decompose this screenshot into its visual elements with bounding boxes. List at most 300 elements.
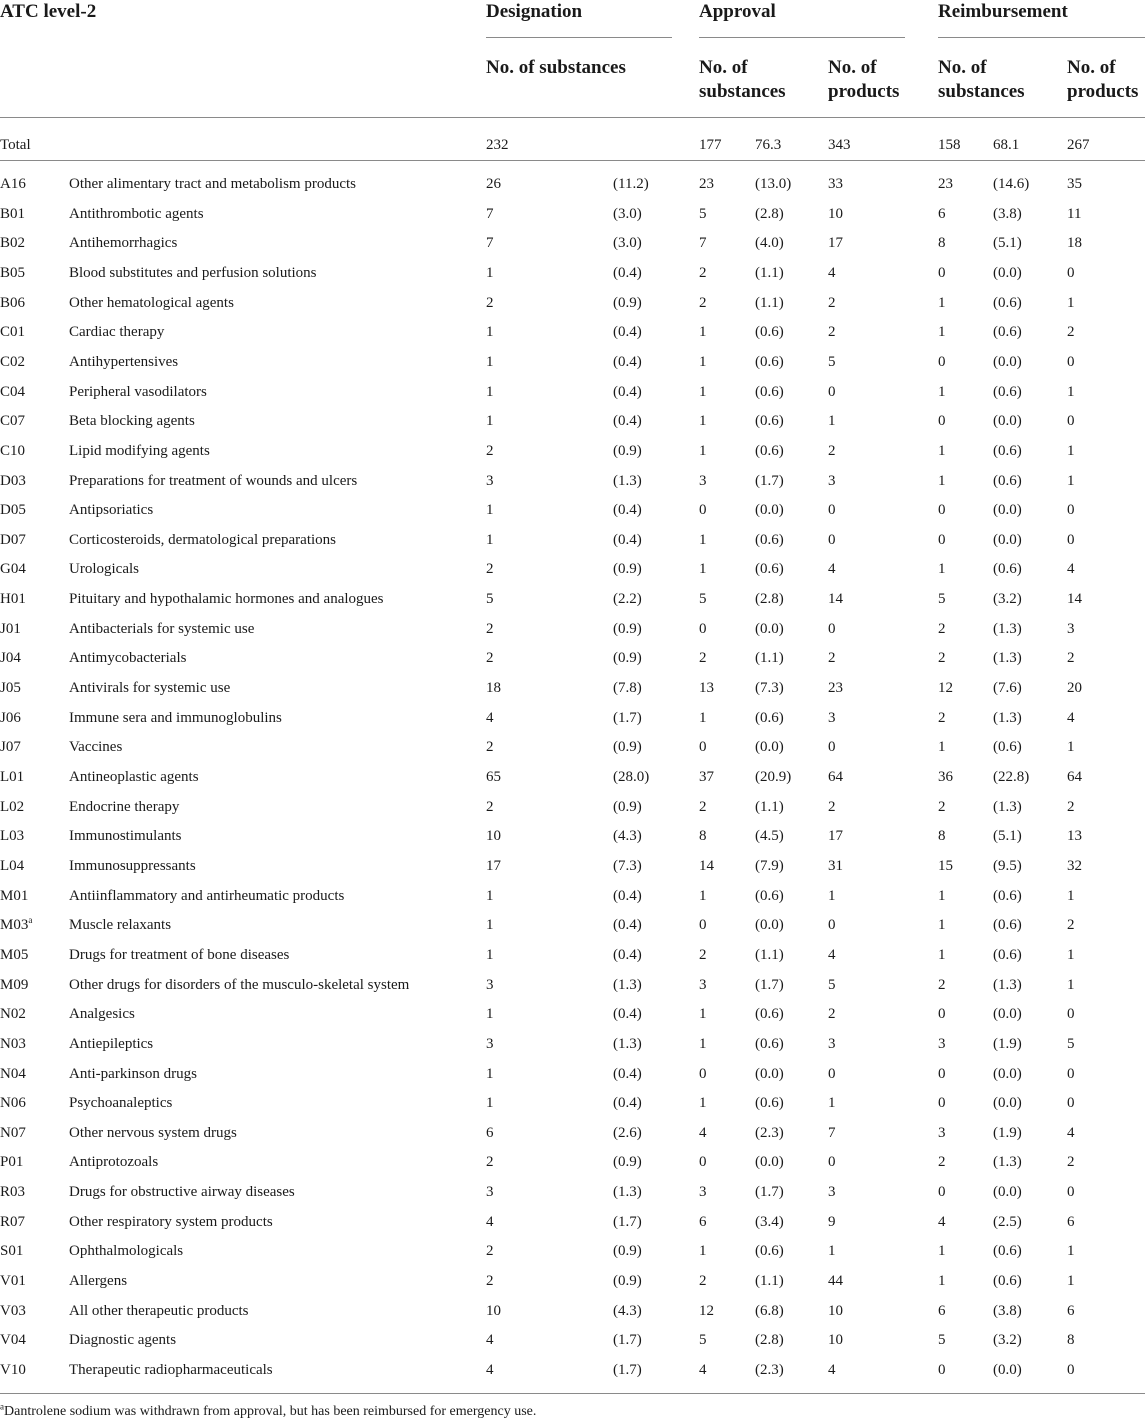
cell-approval-percent: (7.3): [755, 680, 784, 696]
cell-atc-description: Immunosuppressants: [69, 858, 196, 874]
cell-approval-products: 0: [828, 1066, 836, 1082]
cell-approval-percent: (20.9): [755, 769, 792, 785]
cell-atc-code: C07: [0, 413, 26, 429]
cell-designation-substances: 1: [486, 888, 494, 904]
cell-reimbursement-percent: (5.1): [993, 235, 1022, 251]
total-atc-code: Total: [0, 137, 31, 153]
cell-reimbursement-products: 3: [1067, 621, 1075, 637]
cell-approval-percent: (0.6): [755, 443, 784, 459]
cell-reimbursement-percent: (0.0): [993, 1362, 1022, 1378]
cell-atc-description: Other nervous system drugs: [69, 1125, 237, 1141]
cell-approval-percent: (4.0): [755, 235, 784, 251]
cell-reimbursement-products: 1: [1067, 473, 1075, 489]
cell-designation-substances: 4: [486, 1332, 494, 1348]
cell-approval-products: 0: [828, 532, 836, 548]
cell-reimbursement-products: 4: [1067, 1125, 1075, 1141]
cell-atc-code: N06: [0, 1095, 26, 1111]
cell-approval-products: 44: [828, 1273, 843, 1289]
cell-reimbursement-substances: 1: [938, 1273, 946, 1289]
cell-designation-substances: 1: [486, 413, 494, 429]
cell-reimbursement-products: 20: [1067, 680, 1082, 696]
cell-approval-substances: 37: [699, 769, 714, 785]
cell-reimbursement-percent: (0.6): [993, 473, 1022, 489]
cell-approval-percent: (0.6): [755, 532, 784, 548]
cell-reimbursement-substances: 3: [938, 1125, 946, 1141]
cell-reimbursement-percent: (0.6): [993, 561, 1022, 577]
cell-atc-code: V10: [0, 1362, 26, 1378]
cell-approval-products: 3: [828, 1036, 836, 1052]
cell-reimbursement-substances: 5: [938, 591, 946, 607]
cell-reimbursement-products: 0: [1067, 1066, 1075, 1082]
cell-atc-code: P01: [0, 1154, 24, 1170]
cell-approval-percent: (0.6): [755, 710, 784, 726]
cell-approval-percent: (1.7): [755, 977, 784, 993]
cell-designation-substances: 7: [486, 235, 494, 251]
cell-designation-substances: 3: [486, 1184, 494, 1200]
cell-reimbursement-percent: (0.6): [993, 917, 1022, 933]
cell-approval-substances: 7: [699, 235, 707, 251]
cell-atc-code: B05: [0, 265, 26, 281]
cell-designation-substances: 6: [486, 1125, 494, 1141]
cell-atc-description: Corticosteroids, dermatological preparations: [69, 532, 337, 548]
cell-atc-description: Antibacterials for systemic use: [69, 621, 255, 637]
cell-designation-percent: (1.3): [613, 1036, 642, 1052]
cell-atc-code: J04: [0, 650, 21, 666]
cell-designation-substances: 10: [486, 828, 501, 844]
cell-approval-percent: (0.0): [755, 621, 784, 637]
cell-designation-percent: (7.8): [613, 680, 642, 696]
cell-approval-percent: (0.0): [755, 1066, 784, 1082]
cell-approval-products: 2: [828, 1006, 836, 1022]
cell-designation-substances: 2: [486, 443, 494, 459]
cell-designation-percent: (0.4): [613, 1006, 642, 1022]
cell-approval-substances: 1: [699, 1095, 707, 1111]
cell-atc-description: Antihemorrhagics: [69, 235, 178, 251]
subheader-reimbursement-substances-line2: substances: [938, 81, 1025, 102]
subheader-reimbursement-products-line1: No. of: [1067, 57, 1116, 78]
cell-designation-percent: (0.9): [613, 621, 642, 637]
cell-designation-substances: 1: [486, 532, 494, 548]
cell-reimbursement-percent: (0.0): [993, 413, 1022, 429]
cell-atc-description: Therapeutic radiopharmaceuticals: [69, 1362, 273, 1378]
cell-approval-percent: (0.6): [755, 1095, 784, 1111]
cell-approval-percent: (0.6): [755, 1243, 784, 1259]
cell-approval-percent: (2.3): [755, 1362, 784, 1378]
cell-reimbursement-products: 2: [1067, 917, 1075, 933]
cell-reimbursement-substances: 0: [938, 354, 946, 370]
total-approval-substances: 177: [699, 137, 722, 153]
cell-reimbursement-substances: 0: [938, 1362, 946, 1378]
total-rule: [0, 160, 1145, 161]
cell-approval-substances: 1: [699, 888, 707, 904]
footnote-marker: a: [28, 915, 33, 925]
cell-atc-code: S01: [0, 1243, 24, 1259]
cell-approval-products: 5: [828, 354, 836, 370]
cell-reimbursement-substances: 4: [938, 1214, 946, 1230]
cell-approval-substances: 0: [699, 739, 707, 755]
cell-approval-substances: 2: [699, 799, 707, 815]
cell-approval-percent: (1.1): [755, 295, 784, 311]
total-approval-percent: 76.3: [755, 137, 782, 153]
cell-reimbursement-substances: 8: [938, 235, 946, 251]
cell-atc-description: Other hematological agents: [69, 295, 234, 311]
cell-designation-percent: (0.4): [613, 413, 642, 429]
cell-atc-code: L02: [0, 799, 25, 815]
cell-atc-description: Antimycobacterials: [69, 650, 187, 666]
cell-approval-products: 10: [828, 206, 843, 222]
cell-reimbursement-percent: (0.0): [993, 1006, 1022, 1022]
cell-reimbursement-percent: (1.3): [993, 710, 1022, 726]
cell-approval-substances: 2: [699, 650, 707, 666]
cell-atc-code: B02: [0, 235, 26, 251]
cell-reimbursement-substances: 1: [938, 739, 946, 755]
cell-atc-description: Allergens: [69, 1273, 128, 1289]
footnote-marker: a: [0, 1401, 4, 1412]
cell-reimbursement-substances: 2: [938, 650, 946, 666]
cell-atc-description: Other drugs for disorders of the musculo-skeletal system: [69, 977, 410, 993]
cell-approval-products: 31: [828, 858, 843, 874]
cell-approval-products: 4: [828, 265, 836, 281]
cell-designation-percent: (0.9): [613, 295, 642, 311]
cell-approval-substances: 5: [699, 1332, 707, 1348]
cell-atc-code: C10: [0, 443, 26, 459]
cell-reimbursement-percent: (1.3): [993, 799, 1022, 815]
cell-reimbursement-substances: 1: [938, 295, 946, 311]
cell-approval-products: 0: [828, 502, 836, 518]
cell-approval-products: 3: [828, 473, 836, 489]
cell-reimbursement-products: 14: [1067, 591, 1082, 607]
cell-reimbursement-percent: (1.3): [993, 621, 1022, 637]
cell-designation-substances: 1: [486, 1006, 494, 1022]
cell-designation-substances: 1: [486, 1095, 494, 1111]
cell-reimbursement-products: 1: [1067, 384, 1075, 400]
cell-approval-percent: (3.4): [755, 1214, 784, 1230]
cell-reimbursement-percent: (0.6): [993, 888, 1022, 904]
cell-approval-percent: (0.0): [755, 502, 784, 518]
cell-reimbursement-products: 64: [1067, 769, 1082, 785]
cell-reimbursement-substances: 36: [938, 769, 953, 785]
cell-atc-code: N02: [0, 1006, 26, 1022]
cell-atc-code: B06: [0, 295, 26, 311]
cell-approval-percent: (1.7): [755, 1184, 784, 1200]
cell-approval-percent: (1.1): [755, 799, 784, 815]
cell-designation-percent: (0.4): [613, 1095, 642, 1111]
cell-reimbursement-substances: 1: [938, 947, 946, 963]
cell-reimbursement-products: 18: [1067, 235, 1082, 251]
cell-reimbursement-percent: (5.1): [993, 828, 1022, 844]
cell-reimbursement-percent: (0.6): [993, 1243, 1022, 1259]
cell-reimbursement-substances: 1: [938, 888, 946, 904]
cell-approval-substances: 2: [699, 265, 707, 281]
cell-atc-code: V01: [0, 1273, 26, 1289]
cell-approval-substances: 4: [699, 1362, 707, 1378]
cell-atc-description: Antithrombotic agents: [69, 206, 204, 222]
cell-approval-percent: (7.9): [755, 858, 784, 874]
cell-designation-percent: (2.2): [613, 591, 642, 607]
cell-reimbursement-products: 4: [1067, 561, 1075, 577]
cell-reimbursement-substances: 2: [938, 1154, 946, 1170]
cell-approval-products: 17: [828, 235, 843, 251]
cell-designation-substances: 2: [486, 650, 494, 666]
cell-approval-substances: 1: [699, 443, 707, 459]
bottom-rule: [0, 1393, 1145, 1394]
cell-atc-description: Antineoplastic agents: [69, 769, 199, 785]
cell-designation-substances: 1: [486, 502, 494, 518]
cell-approval-substances: 1: [699, 561, 707, 577]
cell-approval-substances: 14: [699, 858, 714, 874]
cell-approval-substances: 1: [699, 1036, 707, 1052]
cell-approval-products: 1: [828, 1243, 836, 1259]
cell-atc-code: J06: [0, 710, 21, 726]
cell-approval-products: 0: [828, 739, 836, 755]
cell-designation-percent: (1.3): [613, 1184, 642, 1200]
cell-approval-percent: (0.6): [755, 1006, 784, 1022]
cell-approval-products: 7: [828, 1125, 836, 1141]
cell-reimbursement-products: 6: [1067, 1303, 1075, 1319]
cell-approval-substances: 0: [699, 502, 707, 518]
cell-designation-percent: (0.4): [613, 947, 642, 963]
cell-reimbursement-products: 1: [1067, 888, 1075, 904]
cell-atc-description: Antipsoriatics: [69, 502, 154, 518]
cell-reimbursement-products: 1: [1067, 977, 1075, 993]
cell-approval-products: 2: [828, 443, 836, 459]
cell-designation-substances: 17: [486, 858, 501, 874]
cell-approval-substances: 0: [699, 917, 707, 933]
cell-designation-percent: (28.0): [613, 769, 650, 785]
cell-approval-substances: 1: [699, 532, 707, 548]
cell-designation-percent: (1.3): [613, 473, 642, 489]
cell-reimbursement-percent: (14.6): [993, 176, 1030, 192]
cell-designation-percent: (0.9): [613, 561, 642, 577]
cell-reimbursement-products: 0: [1067, 1095, 1075, 1111]
cell-atc-code: N04: [0, 1066, 26, 1082]
cell-designation-percent: (0.4): [613, 384, 642, 400]
cell-reimbursement-substances: 1: [938, 443, 946, 459]
cell-reimbursement-products: 0: [1067, 1006, 1075, 1022]
cell-reimbursement-percent: (3.8): [993, 1303, 1022, 1319]
cell-reimbursement-percent: (0.0): [993, 532, 1022, 548]
subheader-designation-substances: No. of substances: [486, 57, 626, 78]
cell-approval-percent: (0.0): [755, 1154, 784, 1170]
cell-atc-code: C02: [0, 354, 26, 370]
cell-designation-percent: (0.4): [613, 265, 642, 281]
cell-atc-code: N07: [0, 1125, 26, 1141]
cell-approval-substances: 1: [699, 413, 707, 429]
total-designation-substances: 232: [486, 137, 509, 153]
cell-designation-percent: (11.2): [613, 176, 649, 192]
cell-designation-percent: (3.0): [613, 206, 642, 222]
cell-reimbursement-products: 1: [1067, 443, 1075, 459]
cell-reimbursement-percent: (1.9): [993, 1125, 1022, 1141]
cell-approval-substances: 5: [699, 206, 707, 222]
cell-atc-code: C01: [0, 324, 26, 340]
subheader-approval-substances-line2: substances: [699, 81, 786, 102]
cell-designation-substances: 1: [486, 1066, 494, 1082]
cell-atc-description: Lipid modifying agents: [69, 443, 210, 459]
cell-reimbursement-percent: (7.6): [993, 680, 1022, 696]
cell-atc-description: Immunostimulants: [69, 828, 182, 844]
cell-atc-code: M01: [0, 888, 29, 904]
cell-reimbursement-substances: 1: [938, 384, 946, 400]
cell-reimbursement-products: 8: [1067, 1332, 1075, 1348]
cell-reimbursement-substances: 8: [938, 828, 946, 844]
cell-approval-percent: (4.5): [755, 828, 784, 844]
cell-approval-percent: (2.8): [755, 206, 784, 222]
cell-approval-products: 4: [828, 561, 836, 577]
cell-reimbursement-percent: (3.2): [993, 591, 1022, 607]
cell-approval-substances: 6: [699, 1214, 707, 1230]
cell-reimbursement-percent: (0.6): [993, 1273, 1022, 1289]
cell-atc-code: N03: [0, 1036, 26, 1052]
cell-atc-code: L01: [0, 769, 25, 785]
cell-reimbursement-products: 32: [1067, 858, 1082, 874]
cell-approval-products: 2: [828, 799, 836, 815]
cell-approval-products: 1: [828, 1095, 836, 1111]
cell-designation-substances: 1: [486, 947, 494, 963]
cell-designation-percent: (0.9): [613, 1154, 642, 1170]
cell-approval-substances: 3: [699, 1184, 707, 1200]
cell-reimbursement-products: 0: [1067, 1184, 1075, 1200]
cell-reimbursement-products: 0: [1067, 1362, 1075, 1378]
cell-approval-percent: (13.0): [755, 176, 792, 192]
cell-designation-percent: (0.9): [613, 799, 642, 815]
cell-designation-substances: 2: [486, 561, 494, 577]
cell-designation-percent: (0.4): [613, 1066, 642, 1082]
cell-reimbursement-percent: (0.6): [993, 384, 1022, 400]
cell-approval-products: 2: [828, 324, 836, 340]
cell-designation-percent: (4.3): [613, 1303, 642, 1319]
cell-reimbursement-substances: 1: [938, 561, 946, 577]
cell-approval-percent: (0.6): [755, 354, 784, 370]
total-reimbursement-products: 267: [1067, 137, 1090, 153]
cell-approval-percent: (0.6): [755, 324, 784, 340]
cell-atc-description: Analgesics: [69, 1006, 135, 1022]
cell-designation-substances: 10: [486, 1303, 501, 1319]
cell-reimbursement-substances: 1: [938, 324, 946, 340]
cell-designation-substances: 3: [486, 1036, 494, 1052]
cell-approval-products: 23: [828, 680, 843, 696]
cell-approval-substances: 0: [699, 1154, 707, 1170]
cell-reimbursement-percent: (0.0): [993, 354, 1022, 370]
header-approval: Approval: [699, 1, 776, 22]
cell-designation-percent: (4.3): [613, 828, 642, 844]
cell-reimbursement-substances: 6: [938, 206, 946, 222]
cell-reimbursement-products: 1: [1067, 739, 1075, 755]
cell-approval-substances: 1: [699, 324, 707, 340]
header-rule: [0, 117, 1145, 118]
cell-reimbursement-substances: 23: [938, 176, 953, 192]
cell-reimbursement-percent: (0.0): [993, 1184, 1022, 1200]
cell-approval-percent: (0.6): [755, 561, 784, 577]
cell-atc-code: J05: [0, 680, 21, 696]
cell-approval-percent: (1.1): [755, 947, 784, 963]
cell-approval-products: 5: [828, 977, 836, 993]
cell-approval-substances: 13: [699, 680, 714, 696]
cell-atc-description: Endocrine therapy: [69, 799, 180, 815]
subheader-reimbursement-products-line2: products: [1067, 81, 1139, 102]
subheader-approval-products-line1: No. of: [828, 57, 877, 78]
cell-atc-description: Blood substitutes and perfusion solutions: [69, 265, 317, 281]
cell-designation-percent: (1.3): [613, 977, 642, 993]
cell-designation-substances: 2: [486, 1273, 494, 1289]
cell-designation-substances: 18: [486, 680, 501, 696]
cell-reimbursement-products: 1: [1067, 947, 1075, 963]
cell-reimbursement-percent: (9.5): [993, 858, 1022, 874]
cell-reimbursement-products: 0: [1067, 265, 1075, 281]
cell-designation-substances: 5: [486, 591, 494, 607]
cell-atc-description: Antiprotozoals: [69, 1154, 159, 1170]
cell-atc-code: L03: [0, 828, 25, 844]
footnote: [0, 1401, 537, 1420]
cell-atc-code: D05: [0, 502, 26, 518]
cell-atc-description: Muscle relaxants: [69, 917, 172, 933]
cell-designation-percent: (0.9): [613, 1273, 642, 1289]
header-designation: Designation: [486, 1, 583, 22]
cell-approval-substances: 2: [699, 295, 707, 311]
cell-approval-percent: (0.0): [755, 739, 784, 755]
cell-reimbursement-substances: 1: [938, 917, 946, 933]
cell-designation-substances: 7: [486, 206, 494, 222]
cell-atc-description: Antiinflammatory and antirheumatic products: [69, 888, 345, 904]
cell-reimbursement-percent: (1.3): [993, 977, 1022, 993]
cell-designation-percent: (0.9): [613, 739, 642, 755]
cell-designation-percent: (0.9): [613, 1243, 642, 1259]
cell-atc-description: Urologicals: [69, 561, 139, 577]
cell-reimbursement-percent: (0.0): [993, 265, 1022, 281]
cell-atc-code: H01: [0, 591, 26, 607]
cell-reimbursement-products: 2: [1067, 650, 1075, 666]
cell-reimbursement-products: 5: [1067, 1036, 1075, 1052]
cell-reimbursement-substances: 0: [938, 502, 946, 518]
cell-designation-substances: 1: [486, 265, 494, 281]
cell-designation-substances: 2: [486, 295, 494, 311]
cell-reimbursement-substances: 0: [938, 1095, 946, 1111]
cell-atc-code: R03: [0, 1184, 26, 1200]
cell-reimbursement-products: 1: [1067, 295, 1075, 311]
cell-approval-products: 0: [828, 384, 836, 400]
cell-approval-percent: (1.7): [755, 473, 784, 489]
cell-approval-percent: (0.6): [755, 413, 784, 429]
cell-designation-percent: (3.0): [613, 235, 642, 251]
cell-designation-substances: 1: [486, 324, 494, 340]
cell-reimbursement-products: 13: [1067, 828, 1082, 844]
cell-approval-substances: 4: [699, 1125, 707, 1141]
cell-reimbursement-percent: (3.2): [993, 1332, 1022, 1348]
cell-atc-description: Ophthalmologicals: [69, 1243, 184, 1259]
cell-atc-description: Cardiac therapy: [69, 324, 165, 340]
cell-designation-percent: (0.4): [613, 354, 642, 370]
cell-reimbursement-percent: (0.6): [993, 295, 1022, 311]
cell-approval-substances: 3: [699, 473, 707, 489]
cell-atc-code: J07: [0, 739, 21, 755]
cell-designation-percent: (0.4): [613, 324, 642, 340]
total-reimbursement-percent: 68.1: [993, 137, 1020, 153]
cell-reimbursement-substances: 0: [938, 532, 946, 548]
cell-designation-substances: 26: [486, 176, 501, 192]
cell-reimbursement-substances: 0: [938, 265, 946, 281]
cell-reimbursement-products: 2: [1067, 324, 1075, 340]
cell-reimbursement-percent: (1.9): [993, 1036, 1022, 1052]
cell-reimbursement-percent: (1.3): [993, 1154, 1022, 1170]
cell-designation-percent: (1.7): [613, 1214, 642, 1230]
cell-reimbursement-products: 2: [1067, 799, 1075, 815]
cell-approval-substances: 3: [699, 977, 707, 993]
cell-approval-substances: 12: [699, 1303, 714, 1319]
cell-approval-percent: (2.8): [755, 1332, 784, 1348]
cell-atc-code: M05: [0, 947, 29, 963]
cell-designation-substances: 2: [486, 739, 494, 755]
cell-approval-percent: (6.8): [755, 1303, 784, 1319]
